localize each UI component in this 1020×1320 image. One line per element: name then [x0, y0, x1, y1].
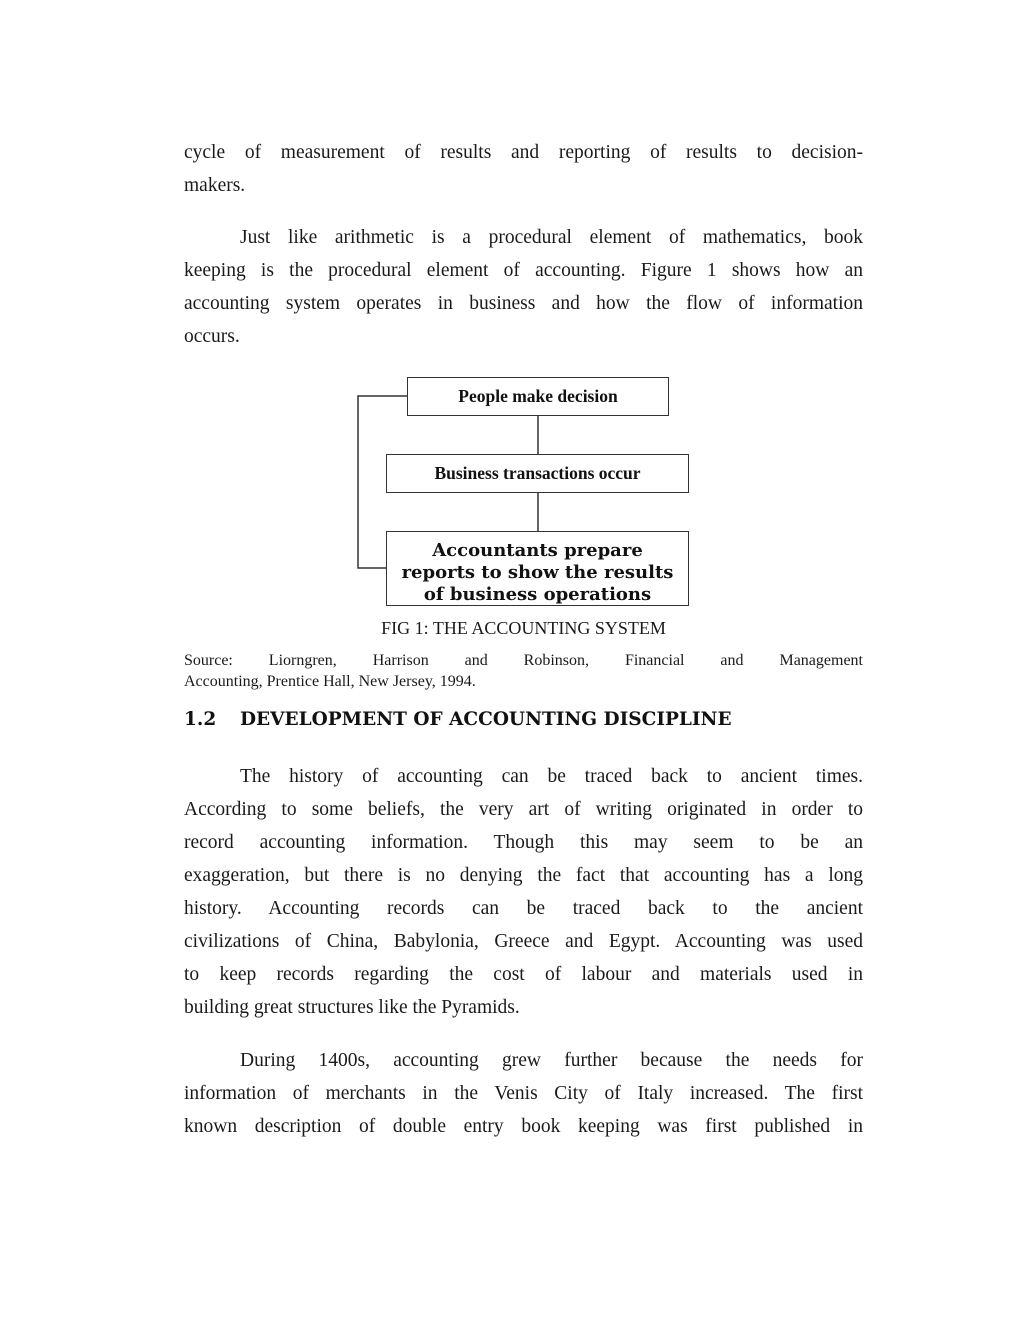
paragraph-1400s	[184, 1044, 863, 1143]
box-label: Business transactions occur	[434, 463, 641, 483]
box-label: People make decision	[458, 386, 618, 406]
text-line: During 1400s, accounting grew further because the needs for	[240, 1050, 863, 1071]
section-heading	[184, 709, 732, 730]
text-line: information of merchants in the Venis City of Italy increased. The first	[184, 1083, 863, 1104]
figure-box-business-transactions	[386, 454, 689, 493]
source-line: Source: Liorngren, Harrison and Robinson, Financial and Management	[184, 652, 863, 669]
figure-box-accountants-prepare-reports	[386, 531, 689, 606]
text-line: exaggeration, but there is no denying the fact that accounting has a long	[184, 865, 863, 886]
figure-source	[184, 650, 863, 692]
text-line: cycle of measurement of results and reporting of results to decision-	[184, 142, 863, 163]
text-line: occurs.	[184, 326, 240, 347]
text-line: building great structures like the Pyramids.	[184, 997, 520, 1018]
figure-caption: FIG 1: THE ACCOUNTING SYSTEM	[381, 618, 666, 638]
text-line: The history of accounting can be traced back to ancient times.	[240, 766, 863, 787]
text-line: to keep records regarding the cost of labour and materials used in	[184, 964, 863, 985]
paragraph-bookkeeping	[184, 221, 863, 353]
figure-box-people-make-decision	[407, 377, 669, 416]
text-line: known description of double entry book keeping was first published in	[184, 1116, 863, 1137]
box-label-line: Accountants prepare	[432, 540, 643, 561]
paragraph-history	[184, 760, 863, 1024]
section-number: 1.2	[184, 709, 217, 730]
text-line: history. Accounting records can be traced back to the ancient	[184, 898, 863, 919]
text-line: record accounting information. Though this may seem to be an	[184, 832, 863, 853]
text-line: According to some beliefs, the very art of writing originated in order to	[184, 799, 863, 820]
text-line: civilizations of China, Babylonia, Greece and Egypt. Accounting was used	[184, 931, 863, 952]
box-label-line: reports to show the results	[401, 562, 674, 583]
text-line: Just like arithmetic is a procedural element of mathematics, book	[240, 227, 863, 248]
source-line: Accounting, Prentice Hall, New Jersey, 1994.	[184, 673, 476, 690]
section-title: DEVELOPMENT OF ACCOUNTING DISCIPLINE	[240, 709, 732, 730]
text-line: accounting system operates in business and how the flow of information	[184, 293, 863, 314]
text-line: keeping is the procedural element of accounting. Figure 1 shows how an	[184, 260, 863, 281]
box-label-line: of business operations	[423, 584, 652, 605]
paragraph-intro-continuation	[184, 136, 863, 202]
text-line: makers.	[184, 175, 246, 196]
